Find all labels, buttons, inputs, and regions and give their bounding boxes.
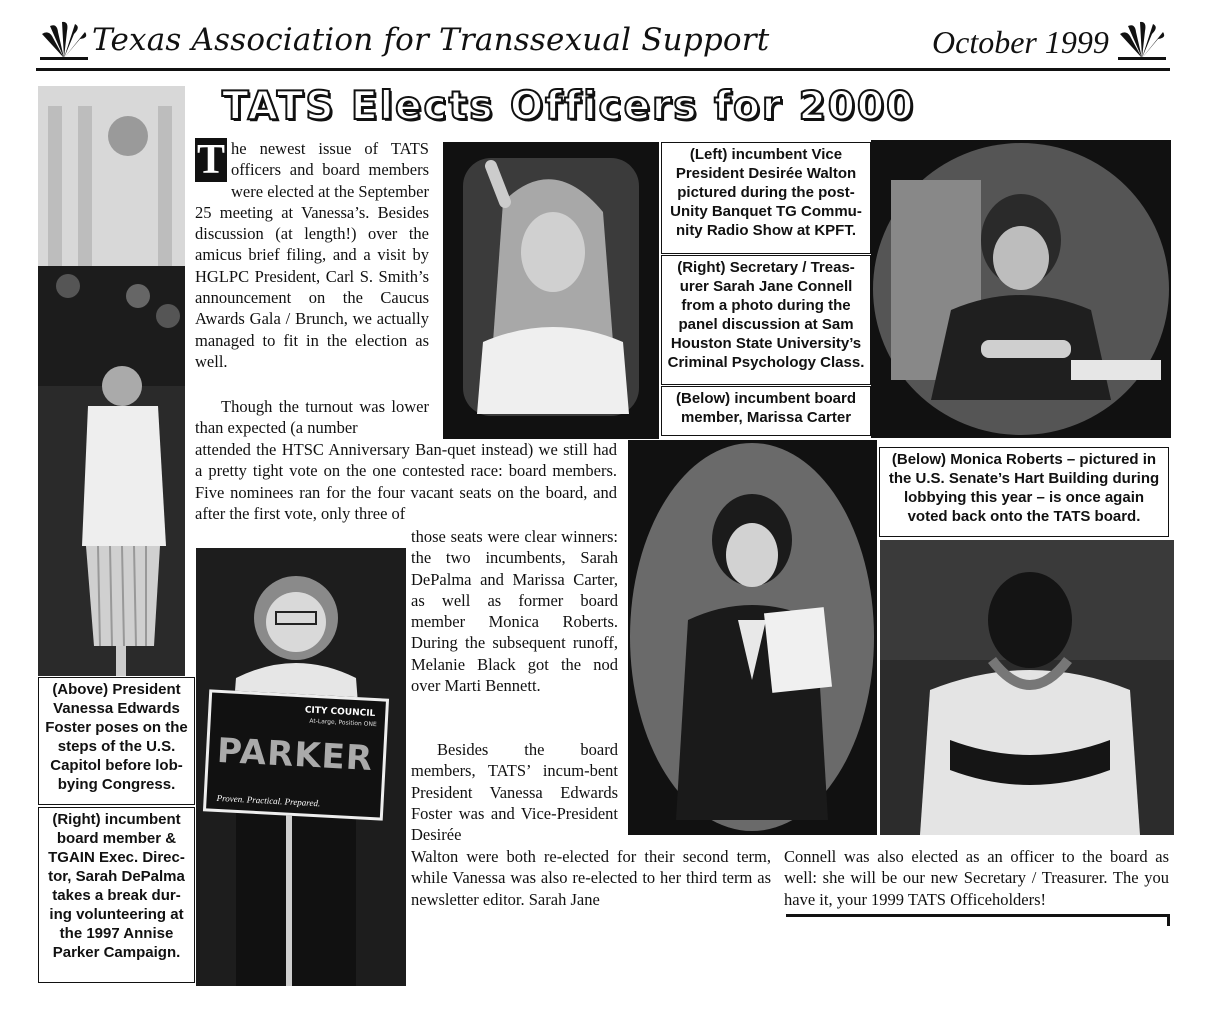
monica-caption: (Below) Monica Roberts – pictured in the U.S. Senate’s Hart Building during lobbying this year – is once again voted back onto the TATS board. bbox=[879, 447, 1169, 537]
campaign-sign-tagline: Proven. Practical. Prepared. bbox=[216, 792, 321, 809]
article-headline: TATS Elects Officers for 2000 bbox=[222, 84, 916, 129]
article-paragraph-3: Besides the board members, TATS’ incum-bent President Vanessa Edwards Foster was and Vice-President Desirée bbox=[411, 740, 618, 845]
fan-ornament-icon bbox=[1116, 20, 1168, 60]
article-paragraph-2c: those seats were clear winners: the two incumbents, Sarah DePalma and Marissa Carter, as well as former board member Monica Roberts. During the subsequent runoff, Melanie Black got the nod over Marti Bennett. bbox=[411, 527, 618, 696]
article-paragraph-2a: Though the turnout was lower than expected (a number bbox=[195, 397, 429, 438]
masthead-title: Texas Association for Transsexual Support bbox=[92, 22, 770, 58]
article-paragraph-2b: attended the HTSC Anniversary Ban-quet instead) we still had a pretty tight vote on the one contested race: board members. Five nominees ran for the four vacant seats on the board, and after the first vote, only three of bbox=[195, 440, 617, 523]
sarah-connell-caption: (Right) Secretary / Treas-urer Sarah Jane Connell from a photo during the panel discussion at Sam Houston State University’s Criminal Psychology Class. bbox=[661, 255, 871, 385]
end-rule bbox=[786, 914, 1170, 917]
marissa-carter-photo bbox=[628, 440, 877, 835]
vanessa-caption: (Above) President Vanessa Edwards Foster poses on the steps of the U.S. Capitol before lob-bying Congress. bbox=[38, 677, 195, 805]
article-body-para1 bbox=[195, 138, 429, 372]
campaign-sign-position: At-Large, Position ONE bbox=[309, 717, 377, 729]
issue-date: October 1999 bbox=[932, 24, 1109, 60]
end-rule-corner bbox=[1167, 914, 1170, 926]
marissa-caption: (Below) incumbent board member, Marissa Carter bbox=[661, 386, 871, 436]
vanessa-capitol-photo bbox=[38, 86, 185, 676]
article-paragraph-3-end: Connell was also elected as an officer to the board as well: she will be our new Secretary / Treasurer. The you have it, your 1999 TATS Officeholders! bbox=[784, 847, 1169, 909]
sarah-depalma-caption: (Right) incumbent board member & TGAIN Exec. Direc-tor, Sarah DePalma takes a break dur-ing volunteering at the 1997 Annise Parker Campaign. bbox=[38, 807, 195, 983]
desiree-caption: (Left) incumbent Vice President Desirée Walton pictured during the post-Unity Banquet TG Commu-nity Radio Show at KPFT. bbox=[661, 142, 871, 254]
drop-cap: T bbox=[196, 137, 225, 183]
desiree-walton-photo bbox=[443, 142, 659, 439]
campaign-sign bbox=[203, 689, 389, 820]
article-paragraph-1: he newest issue of TATS officers and board members were elected at the September 25 meeting at Vanessa’s. Besides discussion (at length!) over the amicus brief filing, and a visit by HGLPC President, Carl S. Smith’s announcement on the Caucus Awards Gala / Brunch, we actually managed to fit in the election as well. bbox=[195, 139, 429, 371]
masthead-rule bbox=[36, 68, 1170, 71]
sarah-connell-photo bbox=[871, 140, 1171, 438]
monica-roberts-photo bbox=[880, 540, 1174, 835]
article-paragraph-3-cont: Walton were both re-elected for their second term, while Vanessa was also re-elected to her third term as newsletter editor. Sarah Jane bbox=[411, 847, 771, 909]
fan-ornament-icon bbox=[38, 20, 90, 60]
campaign-sign-office: CITY COUNCIL bbox=[304, 705, 376, 720]
campaign-sign-name: PARKER bbox=[216, 730, 374, 780]
